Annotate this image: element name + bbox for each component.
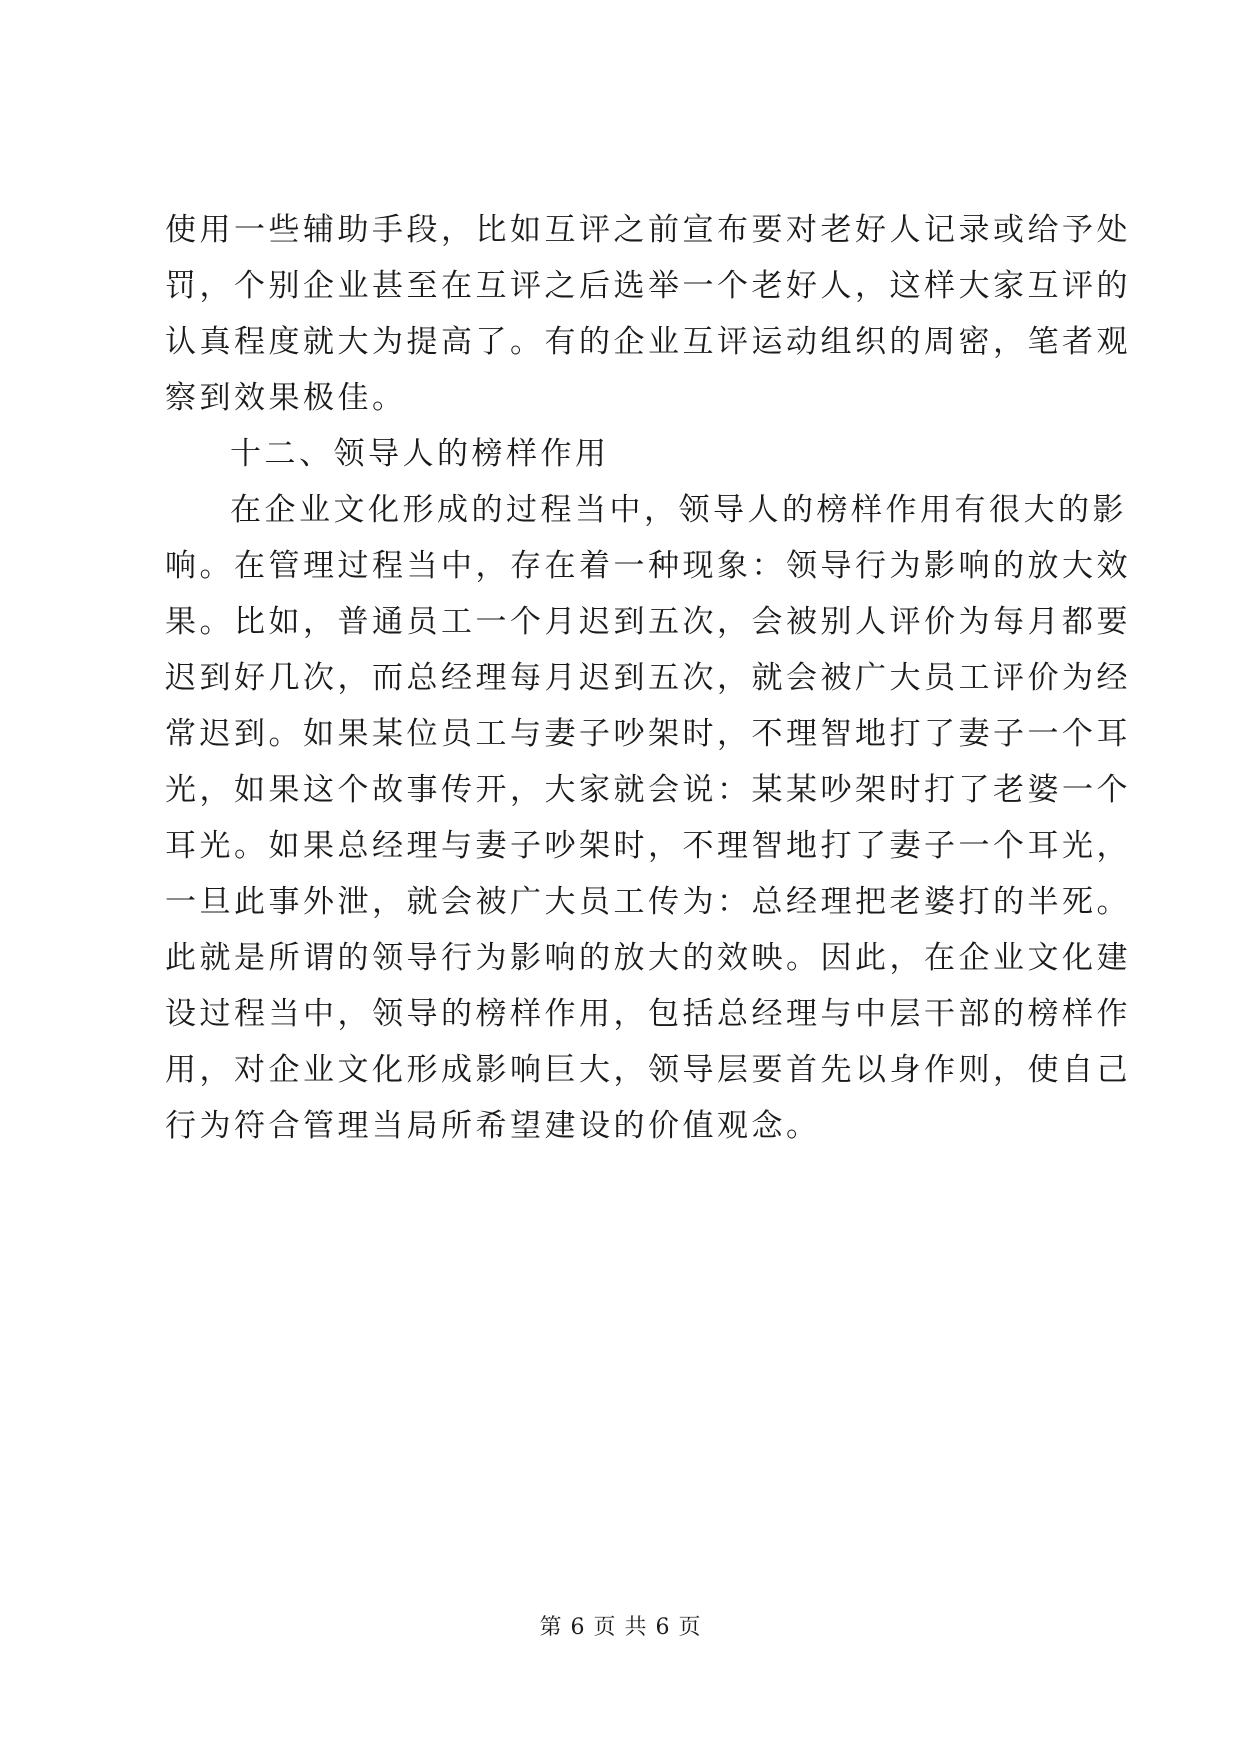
body-line: 在企业文化形成的过程当中，领导人的榜样作用有很大的影 — [230, 492, 1127, 528]
page-number-footer: 第 6 页 共 6 页 — [539, 1615, 702, 1640]
body-line: 响。在管理过程当中，存在着一种现象：领导行为影响的放大效 — [165, 548, 1131, 584]
body-line: 果。比如，普通员工一个月迟到五次，会被别人评价为每月都要 — [165, 604, 1131, 640]
body-line: 察到效果极佳。 — [165, 380, 407, 416]
body-line: 认真程度就大为提高了。有的企业互评运动组织的周密，笔者观 — [165, 324, 1131, 360]
body-line: 使用一些辅助手段，比如互评之前宣布要对老好人记录或给予处 — [165, 212, 1131, 248]
body-line: 耳光。如果总经理与妻子吵架时，不理智地打了妻子一个耳光， — [165, 828, 1131, 864]
body-line: 此就是所谓的领导行为影响的放大的效映。因此，在企业文化建 — [165, 940, 1131, 976]
body-line: 常迟到。如果某位员工与妻子吵架时，不理智地打了妻子一个耳 — [165, 716, 1131, 752]
body-line: 设过程当中，领导的榜样作用，包括总经理与中层干部的榜样作 — [165, 996, 1131, 1032]
body-line: 光，如果这个故事传开，大家就会说：某某吵架时打了老婆一个 — [165, 772, 1131, 808]
body-line: 行为符合管理当局所希望建设的价值观念。 — [165, 1108, 821, 1144]
body-line: 一旦此事外泄，就会被广大员工传为：总经理把老婆打的半死。 — [165, 884, 1131, 920]
body-line: 罚，个别企业甚至在互评之后选举一个老好人，这样大家互评的 — [165, 268, 1131, 304]
body-line: 迟到好几次，而总经理每月迟到五次，就会被广大员工评价为经 — [165, 660, 1131, 696]
body-line: 用，对企业文化形成影响巨大，领导层要首先以身作则，使自己 — [165, 1052, 1131, 1088]
section-heading: 十二、领导人的榜样作用 — [230, 436, 610, 472]
